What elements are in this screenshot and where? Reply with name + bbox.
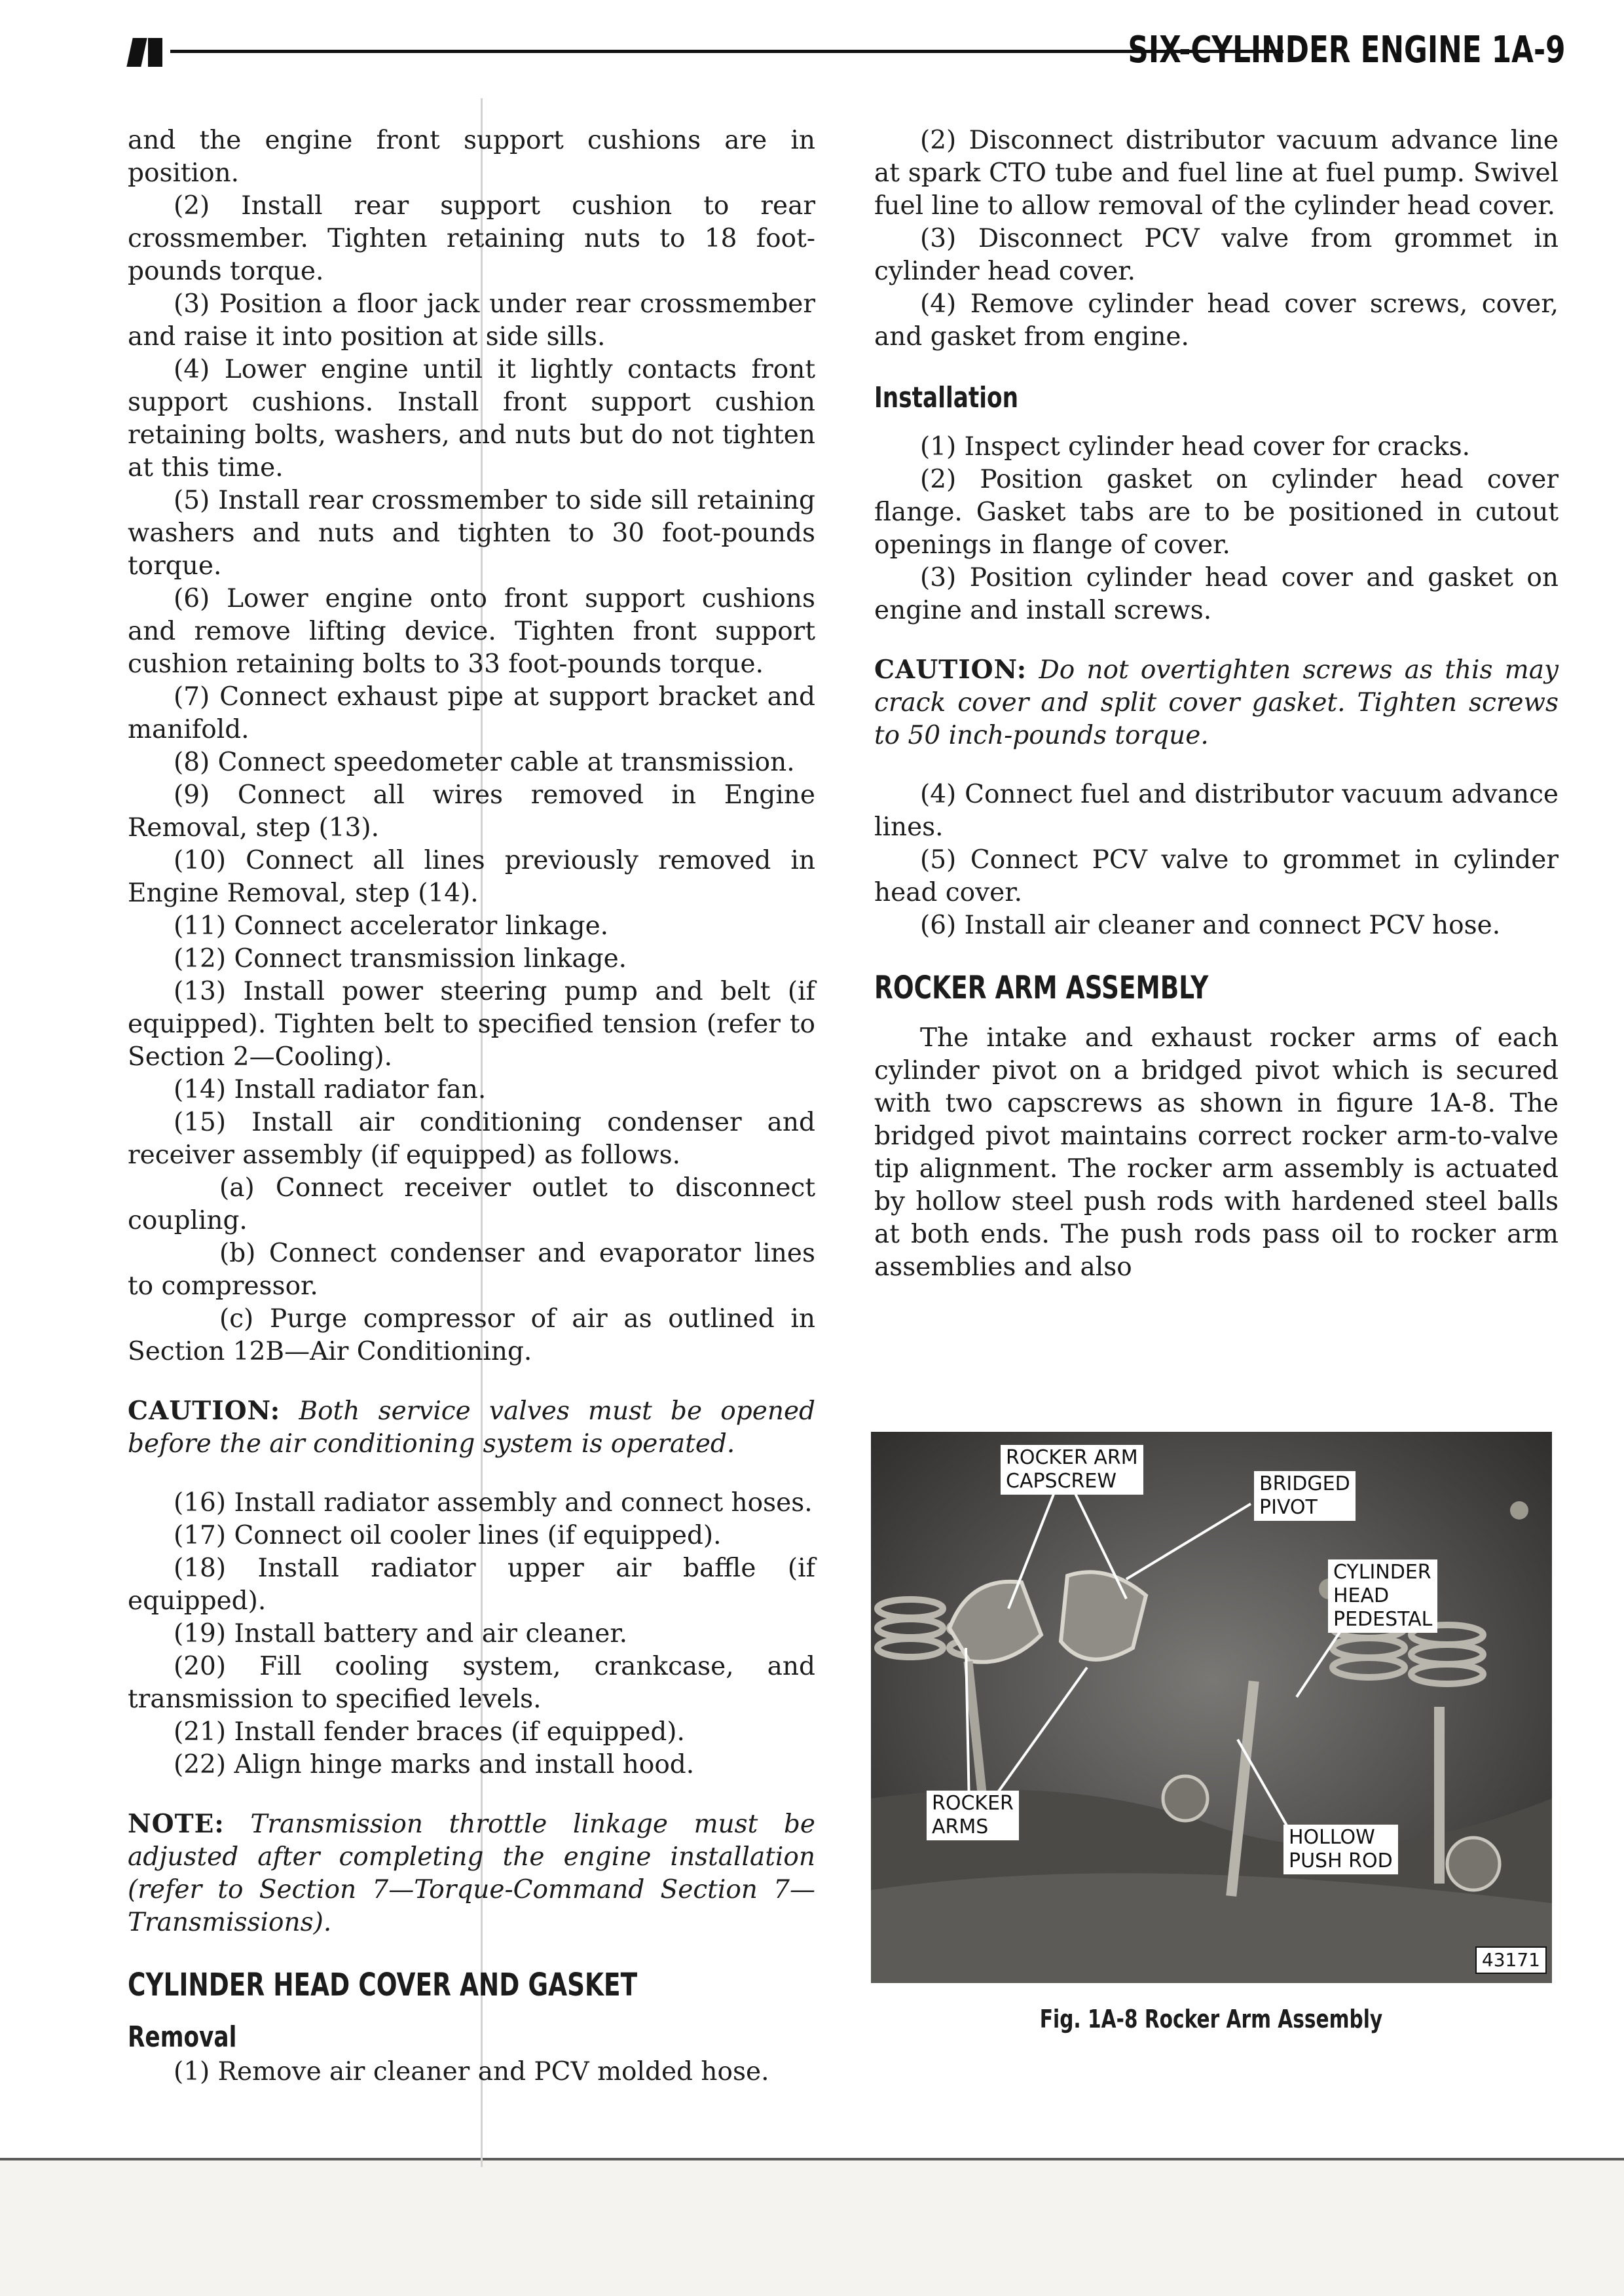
step-6: (6) Lower engine onto front support cushions and remove lifting device. Tighten front support cushion retaining bolts to 33 foot-pounds torque.	[128, 584, 815, 679]
installation-heading: Installation	[874, 381, 1019, 414]
step-16: (16) Install radiator assembly and connect hoses.	[174, 1488, 813, 1518]
callout-capscrew: ROCKER ARM CAPSCREW	[1001, 1445, 1143, 1495]
callout-head-pedestal: CYLINDER HEAD PEDESTAL	[1328, 1559, 1437, 1633]
step-17: (17) Connect oil cooler lines (if equipped).	[174, 1521, 722, 1550]
install-step-1: (1) Inspect cylinder head cover for cracks.	[920, 432, 1471, 462]
header-rule	[170, 50, 1283, 53]
rocker-arm-photo	[871, 1432, 1552, 1983]
note-text: Transmission throttle linkage must be adjusted after completing the engine installation (refer to Section 7—Torque-Command Section 7—Transmissions).	[128, 1810, 815, 1937]
caution-text: Do not overtighten screws as this may crack cover and split cover gasket. Tighten screws to 50 inch-pounds torque.	[874, 655, 1559, 750]
removal-step-2: (2) Disconnect distributor vacuum advance line at spark CTO tube and fuel line at fuel pump. Swivel fuel line to allow removal of the cylinder head cover.	[874, 126, 1559, 221]
publisher-logo	[130, 38, 162, 67]
step-15: (15) Install air conditioning condenser and receiver assembly (if equipped) as follows.	[128, 1108, 815, 1170]
section-title-rocker-arm: ROCKER ARM ASSEMBLY	[874, 970, 1209, 1006]
substep-a: (a) Connect receiver outlet to disconnect coupling.	[128, 1173, 815, 1235]
step-10: (10) Connect all lines previously removed in Engine Removal, step (14).	[128, 846, 815, 908]
step-18: (18) Install radiator upper air baffle (if equipped).	[128, 1554, 815, 1616]
page-title: SIX-CYLINDER ENGINE 1A-9	[1127, 29, 1565, 71]
note-block	[128, 1808, 815, 1939]
step-13: (13) Install power steering pump and belt (if equipped). Tighten belt to specified tension (refer to Section 2—Cooling).	[128, 977, 815, 1072]
caution-label: CAUTION:	[128, 1396, 281, 1426]
step-9: (9) Connect all wires removed in Engine Removal, step (13).	[128, 780, 815, 843]
install-step-6: (6) Install air cleaner and connect PCV hose.	[920, 911, 1501, 940]
rocker-arm-description: The intake and exhaust rocker arms of each cylinder pivot on a bridged pivot which is secured with two capscrews as shown in figure 1A-8. The bridged pivot maintains correct rocker arm-to-valve tip alignment. The rocker arm assembly is actuated by hollow steel push rods with hardened steel balls at both ends. The push rods pass oil to rocker arm assemblies and also	[874, 1023, 1559, 1282]
step-21: (21) Install fender braces (if equipped).	[174, 1717, 685, 1747]
caution-text: Both service valves must be opened before the air conditioning system is operated.	[128, 1396, 815, 1459]
install-step-2: (2) Position gasket on cylinder head cover flange. Gasket tabs are to be positioned in cutout openings in flange of cover.	[874, 465, 1559, 560]
callout-bridged-pivot: BRIDGED PIVOT	[1254, 1471, 1356, 1521]
install-step-3: (3) Position cylinder head cover and gasket on engine and install screws.	[874, 563, 1559, 625]
page-bottom-edge	[0, 2158, 1624, 2160]
install-step-5: (5) Connect PCV valve to grommet in cylinder head cover.	[874, 845, 1559, 907]
step-2: (2) Install rear support cushion to rear crossmember. Tighten retaining nuts to 18 foot-pounds torque.	[128, 191, 815, 286]
step-7: (7) Connect exhaust pipe at support bracket and manifold.	[128, 682, 815, 744]
substep-c: (c) Purge compressor of air as outlined in Section 12B—Air Conditioning.	[128, 1304, 815, 1366]
step-20: (20) Fill cooling system, crankcase, and transmission to specified levels.	[128, 1652, 815, 1714]
engine-photo-illustration	[871, 1432, 1552, 1983]
note-label: NOTE:	[128, 1809, 225, 1839]
step-22: (22) Align hinge marks and install hood.	[174, 1750, 695, 1779]
step-3: (3) Position a floor jack under rear crossmember and raise it into position at side sills.	[128, 289, 815, 352]
caution-label: CAUTION:	[874, 655, 1027, 685]
right-column	[874, 124, 1559, 1284]
page-header	[124, 26, 1572, 85]
figure-caption-text: Fig. 1A-8 Rocker Arm Assembly	[1040, 2005, 1383, 2033]
step-12: (12) Connect transmission linkage.	[174, 944, 627, 974]
removal-step-4: (4) Remove cylinder head cover screws, cover, and gasket from engine.	[874, 289, 1559, 352]
callout-push-rod: HOLLOW PUSH ROD	[1283, 1825, 1398, 1874]
step-19: (19) Install battery and air cleaner.	[174, 1619, 628, 1649]
paragraph: and the engine front support cushions are in position.	[128, 126, 815, 188]
step-14: (14) Install radiator fan.	[174, 1075, 487, 1104]
figure-number: 43171	[1475, 1946, 1547, 1974]
step-4: (4) Lower engine until it lightly contacts front support cushions. Install front support cushion retaining bolts, washers, and nuts but do not tighten at this time.	[128, 355, 815, 483]
section-title-head-cover: CYLINDER HEAD COVER AND GASKET	[128, 1967, 638, 2003]
caution-block	[128, 1394, 815, 1461]
step-11: (11) Connect accelerator linkage.	[174, 911, 609, 941]
step-5: (5) Install rear crossmember to side sill retaining washers and nuts and tighten to 30 foot-pounds torque.	[128, 486, 815, 581]
figure-caption	[871, 2005, 1552, 2033]
removal-step-1: (1) Remove air cleaner and PCV molded hose.	[174, 2057, 769, 2086]
substep-b: (b) Connect condenser and evaporator lines to compressor.	[128, 1239, 815, 1301]
removal-step-3: (3) Disconnect PCV valve from grommet in cylinder head cover.	[874, 224, 1559, 286]
callout-rocker-arms: ROCKER ARMS	[927, 1791, 1019, 1840]
removal-heading: Removal	[128, 2020, 237, 2054]
step-8: (8) Connect speedometer cable at transmission.	[174, 748, 795, 777]
install-step-4: (4) Connect fuel and distributor vacuum advance lines.	[874, 780, 1559, 842]
caution-block-right	[874, 653, 1559, 752]
left-column	[128, 124, 815, 2088]
